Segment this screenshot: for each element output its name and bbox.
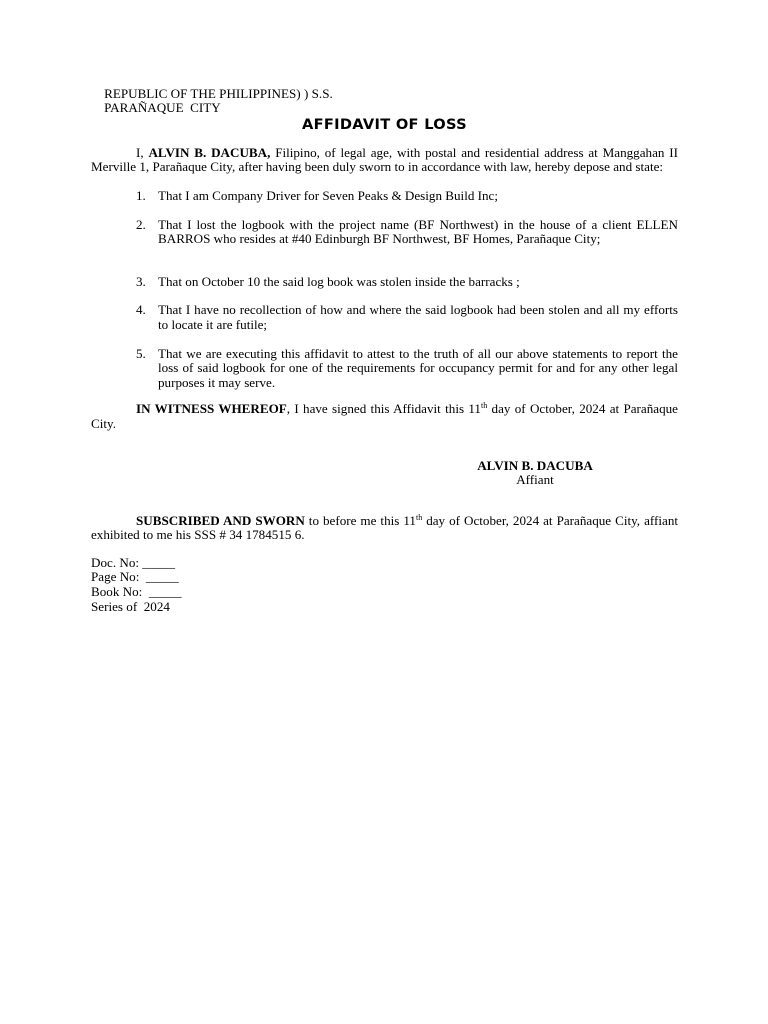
jurat-paragraph: [91, 514, 678, 543]
statement-number: 1.: [136, 187, 146, 203]
jurat-text-b: day of October, 2024 at Parañaque City, affiant exhibited to me his SSS # 34 1784515 6.: [91, 512, 679, 543]
statement-item: [91, 303, 678, 332]
affiant-role: Affiant: [516, 472, 554, 488]
intro-prefix: I,: [136, 144, 149, 160]
witness-heading: IN WITNESS WHEREOF: [136, 401, 287, 417]
venue-ss: ) S.S.: [304, 85, 333, 101]
affiant-name: ALVIN B. DACUBA: [477, 457, 593, 473]
statement-number: 4.: [136, 302, 146, 318]
witness-paragraph: [91, 402, 678, 431]
notarial-register: [91, 556, 678, 614]
statement-text: That I have no recollection of how and where the said logbook had been stolen and all my efforts to locate it are futile;: [158, 302, 678, 332]
intro-paragraph: [91, 146, 678, 175]
statement-number: 2.: [136, 216, 146, 232]
venue-republic: REPUBLIC OF THE PHILIPPINES): [104, 85, 301, 101]
statement-text: That on October 10 the said log book was stolen inside the barracks ;: [158, 273, 520, 289]
statement-text: That we are executing this affidavit to attest to the truth of all our above statements to report the loss of said logbook for one of the requirements for occupancy permit for and for any other legal purposes it may serve.: [158, 345, 678, 390]
jurat-text-a: to before me this 11: [304, 512, 416, 528]
venue-line-city: [91, 85, 678, 116]
statement-text: That I lost the logbook with the project name (BF Northwest) in the house of a client ELLEN BARROS who resides at #40 Edinburgh BF Northwest, BF Homes, Parañaque City;: [158, 216, 678, 247]
signature-block: [465, 459, 605, 488]
statement-text: That I am Company Driver for Seven Peaks & Design Build Inc;: [158, 187, 499, 203]
witness-day-suffix: th: [480, 401, 488, 411]
venue-city: PARAÑAQUE CITY: [104, 100, 221, 116]
statement-number: 3.: [136, 273, 146, 289]
document-title: AFFIDAVIT OF LOSS: [302, 116, 467, 134]
statement-item: [91, 189, 678, 204]
statement-list: [91, 189, 678, 390]
jurat-day-suffix: th: [415, 512, 423, 522]
doc-no: Doc. No: _____: [91, 554, 176, 570]
affidavit-page: [91, 72, 678, 614]
witness-text-b: day of October, 2024 at Parañaque City.: [91, 401, 678, 431]
intro-text: Filipino, of legal age, with postal and residential address at Manggahan II Merville 1, Parañaque City, after having been duly sworn to in accordance with law, hereby depose and state:: [91, 144, 678, 175]
book-no: Book No: _____: [91, 584, 182, 600]
jurat-heading: SUBSCRIBED AND SWORN: [136, 512, 305, 528]
series: Series of 2024: [91, 598, 170, 614]
statement-item: [91, 275, 678, 290]
witness-text-a: , I have signed this Affidavit this 11: [286, 401, 481, 417]
statement-item: [91, 218, 678, 247]
page-no: Page No: _____: [91, 569, 179, 585]
statement-item: [91, 347, 678, 391]
statement-number: 5.: [136, 345, 146, 361]
affiant-name-inline: ALVIN B. DACUBA,: [148, 144, 271, 160]
